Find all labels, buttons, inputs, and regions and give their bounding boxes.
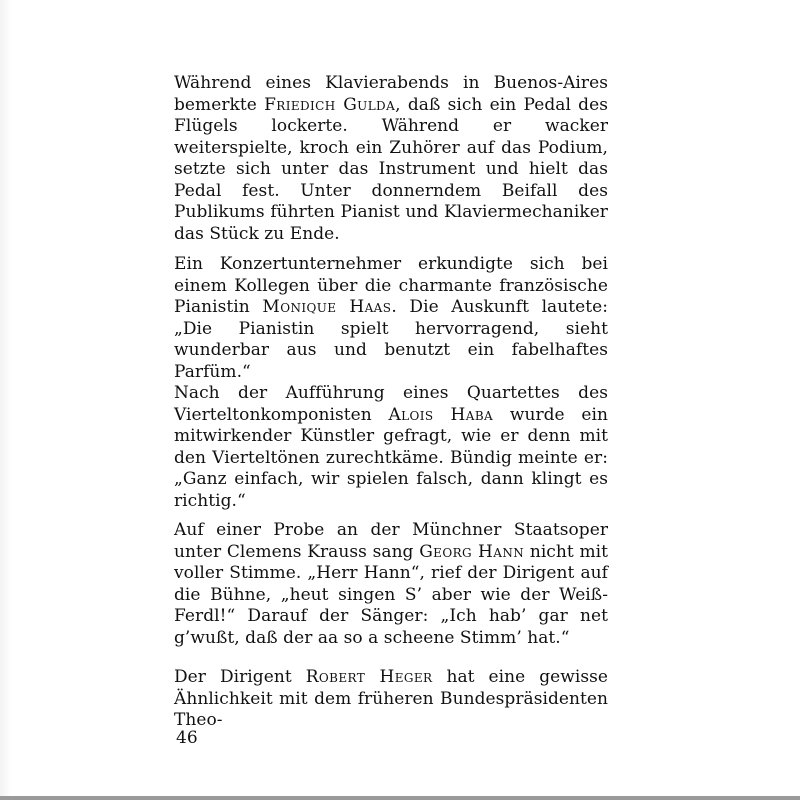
- paragraph-text: wurde ein mitwirkender Künstler gefragt, wie er denn mit den Vierteltönen zurechtkäme. Bündig meinte er: „Ganz einfach, wir spielen falsch, dann klingt es richtig.“: [174, 404, 608, 511]
- paragraph-text: , daß sich ein Pedal des Flügels lockerte. Während er wacker weiterspielte, kroch ein Zuhörer auf das Podium, setzte sich unter das Instrument und hielt das Pedal fest. Unter donnerndem Beifall des Publikums führten Pianist und Klaviermechaniker das Stück zu Ende.: [174, 94, 608, 244]
- person-name: Friedich Gulda: [264, 94, 396, 115]
- paragraph-text: hat eine gewisse Ähnlichkeit mit dem früheren Bundespräsidenten Theo-: [174, 667, 608, 730]
- anecdote-paragraph-1: [174, 73, 608, 245]
- paragraph-text: nicht mit voller Stimme. „Herr Hann“, rief der Dirigent auf die Bühne, „heut singen S’ aber wie der Weiß-Ferdl!“ Darauf der Sänger: „Ich hab’ gar net g’wußt, daß der aa so a scheene Stimm’ hat.“: [174, 541, 608, 648]
- person-name: Alois Haba: [388, 404, 494, 425]
- paragraph-text: Auf einer Probe an der Münchner Staatsoper unter Clemens Krauss sang: [174, 520, 608, 562]
- paragraph-text: Nach der Aufführung eines Quartettes des Vierteltonkomponisten: [174, 383, 608, 425]
- anecdote-paragraph-2: [174, 254, 608, 383]
- paragraph-text: Der Dirigent: [174, 667, 306, 687]
- anecdote-paragraph-3: [174, 383, 608, 512]
- person-name: Robert Heger: [305, 667, 433, 687]
- person-name: Monique Haas: [262, 297, 392, 317]
- paragraph-text: . Die Auskunft lautete: „Die Pianistin spielt hervorragend, sieht wunderbar aus und benutzt ein fabelhaftes Parfüm.“: [174, 297, 609, 382]
- anecdote-paragraph-4: [174, 520, 608, 649]
- paragraph-text: Ein Konzertunternehmer erkundigte sich bei einem Kollegen über die charmante französische Pianistin: [174, 254, 608, 317]
- anecdote-paragraph-5: [174, 667, 608, 732]
- scan-bottom-edge: [0, 796, 800, 800]
- page-number: 46: [176, 728, 198, 748]
- person-name: Georg Hann: [419, 541, 525, 562]
- paragraph-text: Während eines Klavierabends in Buenos-Aires bemerkte: [174, 73, 608, 115]
